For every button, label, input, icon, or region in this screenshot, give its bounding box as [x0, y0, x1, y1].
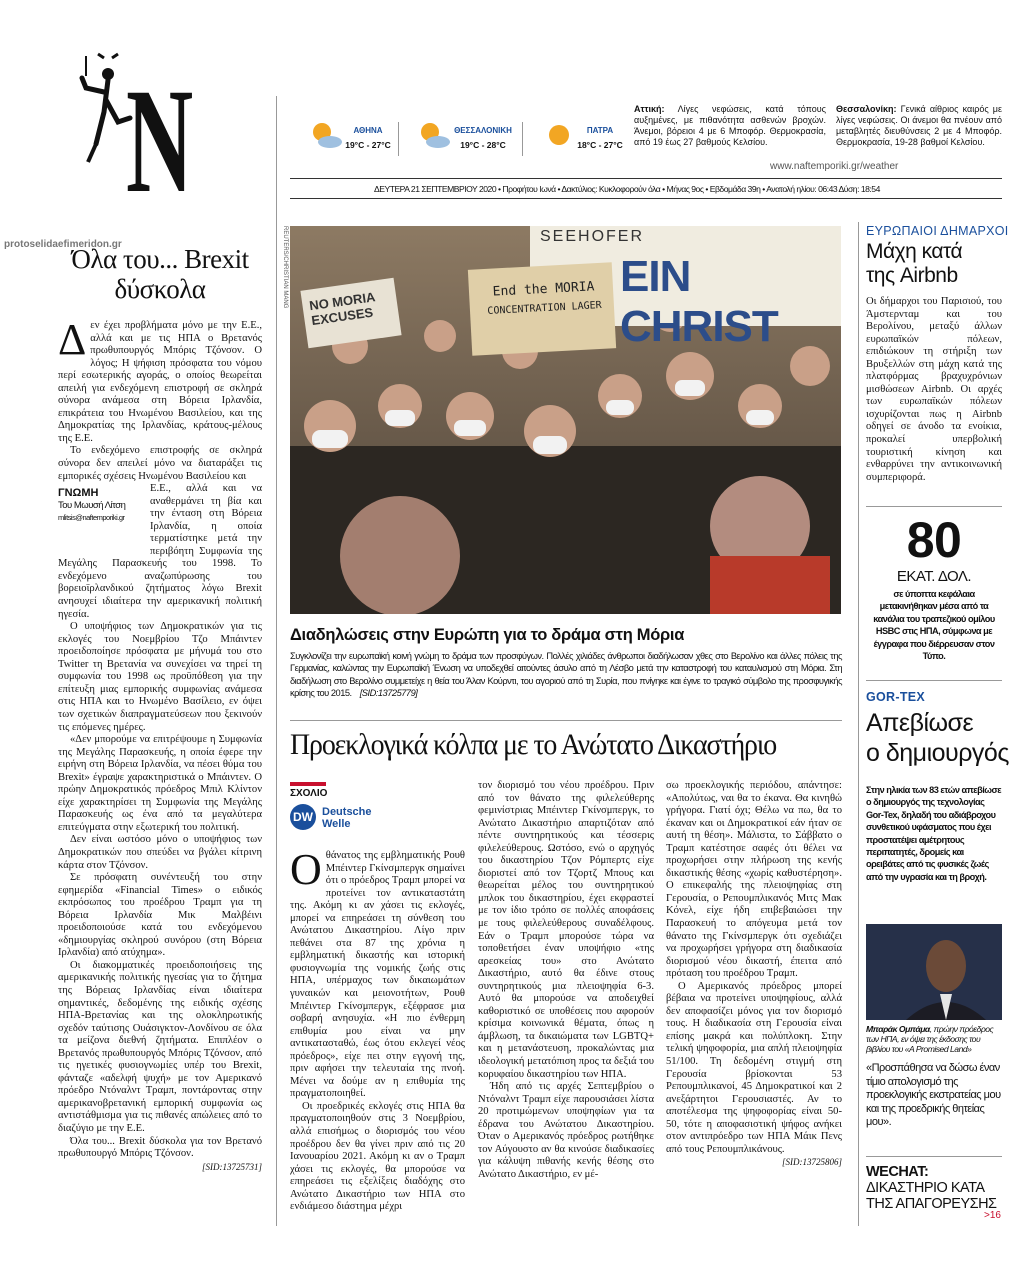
- weather-attica: Αττική: Λίγες νεφώσεις, κατά τόπους αυξημένες, με πιθανότητα ασθενών βροχών. Άνεμοι, βόρειοι 4 με 6 Μποφόρ. Θερμοκρασία, από 19 έως 27 βαθμούς Κελσίου.: [634, 104, 826, 147]
- weather-city-athens: ΑΘΗΝΑ: [353, 126, 383, 135]
- photo-caption-text: Συγκλονίζει την ευρωπαϊκή κοινή γνώμη το δράμα των προσφύγων. Πολλές χιλιάδες άνθρωποι διαδήλωσαν χθες στο Βερολίνο και άλλες πόλεις της Γερμανίας, καλώντας την Ευρωπαϊκή Ένωση να υποδεχθεί αιτούντες άσυλο από τη Λέσβο μετά την καταστροφή του καταυλισμού στη Μόρια. Στη διαδήλωση στο Βερολίνο συμμετείχε η θεία του Άλαν Κούρντι, του αγοριού από τη Συρία, που πνίγηκε και έγινε το τραγικό σύμβολο της προσφυγικής κρίσης του 2015. [SID:13725779]: [290, 651, 842, 699]
- weather-temp-thessaloniki: 19°C - 28°C: [460, 140, 506, 150]
- wechat-title: WECHAT: ΔΙΚΑΣΤΗΡΙΟ ΚΑΤΑ ΤΗΣ ΑΠΑΓΟΡΕΥΣΗΣ: [866, 1164, 997, 1212]
- airbnb-title: Μάχη κατά της Airbnb: [866, 240, 963, 287]
- goretex-text: Στην ηλικία των 83 ετών απεβίωσε ο δημιουργός της τεχνολογίας Gor-Tex, δηλαδή του αδιάβροχου συνθετικού υφάσματος που έχει προστατέψει αμέτρητους περιπατητές, δρομείς και ορειβάτες από τις φυσικές ζωές από την υγρασία και τη βροχή.: [866, 785, 1002, 882]
- hsbc-number: 80: [906, 512, 962, 568]
- dw-name: Deutsche Welle: [322, 806, 372, 830]
- weather-city-thessaloniki: ΘΕΣΣΑΛΟΝΙΚΗ: [454, 126, 512, 135]
- airbnb-text: Οι δήμαρχοι του Παρισιού, του Άμστερνταμ και του Βερολίνου, μεταξύ άλλων ευρωπαϊκών πόλεων, επιδιώκουν τη στήριξη των Βρυξελλών στη μάχη κατά της πλατφόρμας βραχυχρόνιων μισθώσεων Airbnb. Οι αρχές των ευρωπαϊκών πόλεων ισχυρίζονται πως η Airbnb οδηγεί σε άνοδο τα ενοίκια, προκαλεί υπερβολική τουριστική κίνηση και ενθαρρύνει την αντικοινωνική συμπεριφορά.: [866, 296, 1002, 483]
- left-article-title: Όλα του... Brexit δύσκολα: [71, 244, 249, 304]
- sun-cloud-icon: [416, 120, 452, 155]
- weather-url[interactable]: www.naftemporiki.gr/weather: [770, 161, 899, 172]
- watermark: protoselidaefimeridon.gr: [4, 239, 122, 250]
- weather-thessaloniki: Θεσσαλονίκη: Γενικά αίθριος καιρός με λίγες νεφώσεις. Οι άνεμοι θα πνέουν από μεταβλητές διευθύνσεις 2 με 4 Μποφόρ. Θερμοκρασία, 19-28 βαθμοί Κελσίου.: [836, 104, 1002, 147]
- goretex-title: Απεβίωσε ο δημιουργός: [866, 709, 1009, 767]
- opinion-box: [58, 487, 144, 549]
- photo-caption-title: Διαδηλώσεις στην Ευρώπη για το δράμα στη Μόρια: [290, 626, 685, 644]
- main-col-2: τον διορισμό του νέου προέδρου. Πριν από τον θάνατο της φιλελεύθερης φεμινίστριας Μπέιντερ Γκίνσμπεργκ, το Ανώτατο Δικαστήριο απαρτιζόταν από πέντε συντηρητικούς και τέσσερις φιλελεύθερους. Ωστόσο, ενώ ο αρχηγός του δικαστηρίου Τζον Ρόμπερτς είχε διοριστεί από τον Τζορτζ Μπους και θεωρείται μέλος του συντηρητικού μπλοκ του δικαστηρίου, έχει εκφραστεί με τον ίδιο τρόπο σε πολλές αποφάσεις με τους φιλελεύθερους συναδέλφους. Εάν ο Τραμπ μπορούσε τώρα να τοποθετήσει έναν υποψήφιο «της αρεσκείας του» στο Ανώτατο Δικαστήριο, αυτό θα έδινε στους συντηρητικούς μια πλειοψηφία 6-3. Αυτό θα μπορούσε να αποδειχθεί καθοριστικό σε υποθέσεις που αφορούν κρίσιμα κοινωνικά θέματα, όπως η άμβλωση, τα δικαιώματα των LGBTQ+ και η μετανάστευση, προκαλώντας μια ιδεολογική μετατόπιση προς τα δεξιά του κορυφαίου δικαστηρίου των ΗΠΑ. Ήδη από τις αρχές Σεπτεμβρίου ο Ντόναλντ Τραμπ είχε παρουσιάσει λίστα 20 προτιμώμενων υποψηφίων για τα έδρανα του Ανώτατου Δικαστηρίου. Όταν ο Αμερικανός πρόεδρος ρωτήθηκε τον Αύγουστο αν θα κινούσε διαδικασίες για κάλυψη πιθανής κενής θέσης στο Ανώτατο Δικαστήριο, εν μέ-: [478, 780, 654, 1180]
- weather-temp-patra: 18°C - 27°C: [577, 140, 623, 150]
- goretex-kicker: GOR-TEX: [866, 690, 926, 704]
- weather-temp-athens: 19°C - 27°C: [345, 140, 391, 150]
- author: Του Μωυσή Λίτση: [58, 499, 126, 511]
- dw-logo: DW: [290, 804, 316, 830]
- opinion-label: ΓΝΩΜΗ: [58, 487, 99, 500]
- protest-photo: [290, 226, 841, 614]
- sign-end-moria: End the MORIA CONCENTRATION LAGER: [487, 279, 602, 317]
- main-sid: [SID:13725806]: [782, 1157, 842, 1168]
- photo-credit: REUTERS/CHRISTIAN MANG: [282, 226, 288, 309]
- dateline: ΔΕΥΤΕΡΑ 21 ΣΕΠΤΕΜΒΡΙΟΥ 2020 • Προφήτου Ιωνά • Δακτύλιος: Κυκλοφορούν όλα • Μήνας 9ος • Εβδομάδα 39η • Ανατολή ηλίου: 06:43 Δύση: 18:54: [374, 184, 880, 194]
- main-col-3: σω προεκλογικής περιόδου, απάντησε: «Απολύτως, ναι θα το έκανα. Θα κινηθώ γρήγορα. Γιατί όχι; Θέλω να πω, θα το έκαναν και οι Δημοκρατικοί εάν ήταν σε αυτή τη θέση». Μάλιστα, το Σάββατο ο Τραμπ κατέστησε σαφές ότι θέλει να προχωρήσει στην πλήρωση της κενής δικαστικής θέσης «χωρίς καθυστέρηση». Ο επικεφαλής της πλειοψηφίας στη Γερουσία, ο Ρεπουμπλικανός Μιτς Μακ Κόνελ, είχε ήδη επιβεβαιώσει την Παρασκευή το απόγευμα μετά τον θάνατο της Γκίνσμπεργκ ότι σχεδιάζει να προχωρήσει γρήγορα στη διαδικασία διορισμού νέου δικαστή, έπειτα από πρόταση του προέδρου Τραμπ. Ο Αμερικανός πρόεδρος μπορεί βέβαια να προτείνει υποψηφίους, αλλά δεν αποφασίζει μόνος για τον διορισμό τους. Η διαδικασία στη Γερουσία είναι επίσης μακρά και πολύπλοκη. Στην τελική ψηφοφορία, μια απλή πλειοψηφία 51/100. Τη δεδομένη στιγμή στη Γερουσία βρίσκονται 53 Ρεπουμπλικανοί, 45 Δημοκρατικοί και 2 ανεξάρτητοι Γερουσιαστές. Αν το αποτέλεσμα της ψηφοφορίας είναι 50-50, τότε η αποφασιστική ψήφος ανήκει στον αντιπρόεδρο των ΗΠΑ Μάικ Πενς από τους Ρεπουμπλικάνους. [SID:13725806]: [666, 780, 842, 1168]
- left-article-body: Δεν έχει προβλήματα μόνο με την Ε.Ε., αλλά και με τις ΗΠΑ ο Βρετανός πρωθυπουργός Μπόρις Τζόνσον. Ο λόγος; Η ψήφιση πρόσφατα του νόμου περί εσωτερικής αγοράς, ο οποίος θεωρείται απειλή για ενδεχόμενη επιστροφή σε σκληρά σύνορα ανάμεσα στη Βόρεια Ιρλανδία, επικράτεια του Ηνωμένου Βασιλείου, και της Δημοκρατίας της Ιρλανδίας, κράτους-μέλους της Ε.Ε. Το ενδεχόμενο επιστροφής σε σκληρά σύνορα δεν απειλεί μόνο να διαταράξει τις εμπορικές σχέσεις Ηνωμένου Βασιλείου και ΓΝΩΜΗ Του Μωυσή Λίτση mlitsis@naftemporiki.gr Ε.Ε., αλλά και να αναθερμάνει τη βία και την ένταση στη Βόρεια Ιρλανδία, η οποία τερματίστηκε μετά την περιβόητη Συμφωνία της Μεγάλης Παρασκευής του 1998. Το ενδεχόμενο αναζωπύρωσης του βορειοϊρλανδικού ζητήματος λόγω Brexit ανησυχεί ιδιαίτερα την αμερικανική πολιτική ηγεσία. Ο υποψήφιος των Δημοκρατικών για τις εκλογές του Νοεμβρίου Τζο Μπάιντεν προειδοποίησε πρόσφατα με μήνυμά του στο Twitter τη Βρετανία να συνεχίσει να τηρεί τη συμφωνία του 1998 ως προϋπόθεση για την επίτευξη μιας εμπορικής συμφωνίας ανάμεσα στις ΗΠΑ και το Ηνωμένο Βασίλειο, εν όψει των σχετικών διαπραγματεύσεων που ξεκινούν τις επόμενες ημέρες. «Δεν μπορούμε να επιτρέψουμε η Συμφωνία της Μεγάλης Παρασκευής, η οποία έφερε την ειρήνη στη Βόρεια Ιρλανδία, να πέσει θύμα του Brexit» έγραψε χαρακτηριστικά ο Μπάιντεν. Ο πρώην Δημοκρατικός πρόεδρος Μπιλ Κλίντον είχε χαρακτηρίσει τη Συμφωνία της Μεγάλης Παρασκευής ως ένα από τα μεγαλύτερα επιτεύγματα στην εξωτερική του πολιτική. Δεν είναι ωστόσο μόνο ο υποψήφιος των Δημοκρατικών που σπεύδει να βγάλει κίτρινη κάρτα στον Τζόνσον. Σε πρόσφατη συνέντευξή του στην εφημερίδα «Financial Times» ο ειδικός εκπρόσωπος του προέδρου Τραμπ για τη Βόρεια Ιρλανδία Μικ Μαλβέινι προειδοποιούσε κατά του ενδεχόμενου «δημιουργίας σκληρού συνόρου (στη Βόρεια Ιρλανδία) από ατύχημα». Οι διακομματικές προειδοποιήσεις της αμερικανικής πολιτικής ηγεσίας για το ζήτημα της Βόρειας Ιρλανδίας είναι ιδιαίτερα σημαντικές, δεδομένης της ειδικής σχέσης ΗΠΑ-Βρετανίας και της ολοκληρωτικής σχεδόν ταύτισης Ουάσιγκτον-Λονδίνου σε όλα τα μείζονα διεθνή ζητήματα. Επιπλέον ο Βρετανός πρωθυπουργός Μπόρις Τζόνσον, από τις ηγετικές φυσιογνωμίες υπέρ του Brexit, φάνταζε «αδελφή ψυχή» με τον Αμερικανό πρόεδρο Ντόναλντ Τραμπ, ποντάροντας στην αμερικανοβρετανική εμπορική συμφωνία ως αντιστάθμισμα για τις πιθανές απώλειες από το διαζύγιο με την Ε.Ε. Όλα του... Brexit δύσκολα για τον Βρετανό πρωθυπουργό Μπόρις Τζόνσον. [SID:13725731]: [58, 315, 262, 1172]
- masthead-letter: N: [126, 58, 194, 224]
- wechat-page-ref[interactable]: >16: [984, 1210, 1001, 1221]
- author-email[interactable]: mlitsis@naftemporiki.gr: [58, 513, 125, 523]
- main-headline: Προεκλογικά κόλπα με το Ανώτατο Δικαστήριο: [290, 728, 777, 761]
- weather-city-patra: ΠΑΤΡΑ: [586, 126, 614, 135]
- left-sid: [SID:13725731]: [202, 1161, 262, 1172]
- comment-box: [290, 782, 460, 842]
- airbnb-kicker: ΕΥΡΩΠΑΙΟΙ ΔΗΜΑΡΧΟΙ: [866, 224, 1009, 238]
- weather-strip: [300, 116, 630, 164]
- sign-no-moria: NO MORIA EXCUSES: [308, 289, 376, 329]
- sign-ein-christ: EIN CHRIST: [620, 252, 778, 351]
- hsbc-text: σε ύποπτα κεφάλαια μετακινήθηκαν μέσα από τα κανάλια του τραπεζικού ομίλου HSBC στις ΗΠΑ, σύμφωνα με έγγραφα που διέρρευσαν στον Τύπο.: [873, 589, 995, 662]
- sign-seehofer: SEEHOFER: [540, 228, 645, 245]
- comment-label: ΣΧΟΛΙΟ: [290, 788, 328, 799]
- obama-photo: [866, 924, 1002, 1020]
- obama-quote: «Προσπάθησα να δώσω έναν τίμιο απολογισμό της προεκλογικής εκστρατείας μου και της προεδρικής θητείας μου».: [866, 1062, 1001, 1128]
- hsbc-unit: ΕΚΑΤ. ΔΟΛ.: [896, 568, 972, 585]
- obama-caption: Μπαράκ Ομπάμα, πρώην πρόεδρος των ΗΠΑ, εν όψει της έκδοσης του βιβλίου του «A Promised Land»: [866, 1024, 994, 1054]
- main-col-1: Οθάνατος της εμβληματικής Ρουθ Μπέιντερ Γκίνσμπεργκ σημαίνει ότι ο πρόεδρος Τραμπ μπορεί να προτείνει τον αντικαταστάτη της. Ακόμη κι αν χάσει τις εκλογές, μπορεί να επηρεάσει τη σύνθεση του Ανώτατου Δικαστηρίου. Λίγο πριν πεθάνει στα 87 της χρόνια η εμβληματική δικαστής και ιστορική φυσιογνωμία της νομικής ζωής στις ΗΠΑ, υπέρμαχος των δικαιωμάτων γυναικών και μειονοτήτων, Ρουθ Μπέιντερ Γκίνσμπεργκ, εξέφρασε μια σοβαρή ανησυχία. «Η πιο ένθερμη επιθυμία μου είναι να μην αντικατασταθώ, έως ότου εκλεγεί νέος πρόεδρος», είχε πει στην εγγονή της, πριν αφήσει την τελευταία της πνοή. Μένει να δούμε αν η επιθυμία της πραγματοποιηθεί. Οι προεδρικές εκλογές στις ΗΠΑ θα πραγματοποιηθούν στις 3 Νοεμβρίου, αλλά επισήμως ο διορισμός του νέου προέδρου δεν θα γίνει πριν από τις 20 Ιανουαρίου 2021. Ακόμη κι αν ο Τραμπ χάσει τις εκλογές, θα μπορούσε να επηρεάσει τις εξελίξεις διαδόχης στο Ανώτατο Δικαστήριο των ΗΠΑ στο ενδιάμεσο διάστημα μέχρι: [290, 845, 465, 1213]
